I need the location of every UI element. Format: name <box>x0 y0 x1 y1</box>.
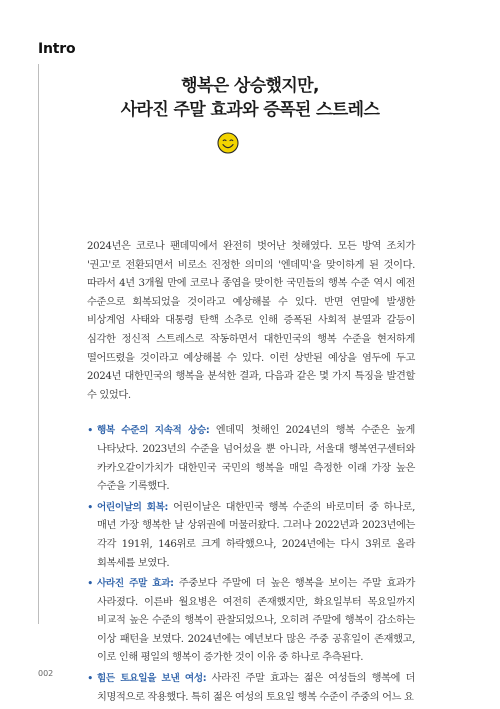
list-item <box>87 575 415 668</box>
bullet-text: 사라진 주말 효과는 젊은 여성들의 행복에 더 치명적으로 작용했다. 특히 젊은 여성의 토요일 행복 수준이 주중의 어느 요 <box>97 673 415 703</box>
bullet-icon: • <box>87 424 94 438</box>
bullet-term: 사라진 주말 효과: <box>97 578 174 590</box>
page-number: 002 <box>38 669 54 678</box>
bullet-icon: • <box>87 577 94 591</box>
list-item <box>87 670 415 707</box>
sidebar-rule <box>38 64 39 624</box>
article-body <box>87 238 415 709</box>
bullet-text: 엔데믹 첫해인 2024년의 행복 수준은 높게 나타났다. 2023년의 수준을 넘어섰을 뿐 아니라, 서울대 행복연구센터와 카카오같이가치가 대한민국 국민의 행복을 매일 측정한 이래 가장 높은 수준을 기록했다. <box>97 425 415 493</box>
page-title <box>0 74 500 122</box>
list-item <box>87 422 415 496</box>
bullet-term: 행복 수준의 지속적 상승: <box>97 425 210 437</box>
bullet-icon: • <box>87 672 94 686</box>
bullet-icon: • <box>87 500 94 514</box>
bullet-text: 어린이날은 대한민국 행복 수준의 바로미터 중 하나로, 매년 가장 행복한 날 상위권에 머물러왔다. 그러나 2022년과 2023년에는 각각 191위, 146위로 크게 하락했으나, 2024년에는 다시 3위로 올라 회복세를 보였다. <box>97 501 415 569</box>
section-label: Intro <box>38 41 76 57</box>
bullet-term: 힘든 토요일을 보낸 여성: <box>97 673 207 685</box>
intro-paragraph: 2024년은 코로나 팬데믹에서 완전히 벗어난 첫해였다. 모든 방역 조치가 '권고'로 전환되면서 비로소 진정한 의미의 '엔데믹'을 맞이하게 된 것이다. 따라서 4년 3개월 만에 코로나 종엽을 맞이한 국민들의 행복 수준 역시 예전 수준으로 회복되었을 것이라고 예상해볼 수 있다. 반면 연말에 발생한 비상계엄 사태와 대통령 탄핵 소추로 인해 증폭된 사회적 분열과 갈등이 심각한 정신적 스트레스로 작동하면서 대한민국의 행복 수준을 현저하게 떨어뜨렸을 것이라고 예상해볼 수 있다. 이런 상반된 예상을 염두에 두고 2024년 대한민국의 행복을 분석한 결과, 다음과 같은 몇 가지 특징을 발견할 수 있었다. <box>87 241 415 401</box>
bullet-text: 주중보다 주말에 더 높은 행복을 보이는 주말 효과가 사라졌다. 이른바 월요병은 여전히 존재했지만, 화요일부터 목요일까지 비교적 높은 수준의 행복이 관찰되었으나, 오히려 주말에 행복이 감소하는 이상 패턴을 보였다. 2024년에는 예년보다 많은 주중 공휴일이 존재했고, 이로 인해 평일의 행복이 증가한 것이 이유 중 하나로 추측된다. <box>97 578 416 664</box>
title-line-2: 사라진 주말 효과와 증폭된 스트레스 <box>120 100 380 120</box>
key-findings-list <box>87 422 415 707</box>
bullet-term: 어린이날의 회복: <box>97 501 169 513</box>
list-item <box>87 499 415 573</box>
title-line-1: 행복은 상승했지만, <box>181 76 319 96</box>
smiley-face-icon <box>217 132 239 154</box>
